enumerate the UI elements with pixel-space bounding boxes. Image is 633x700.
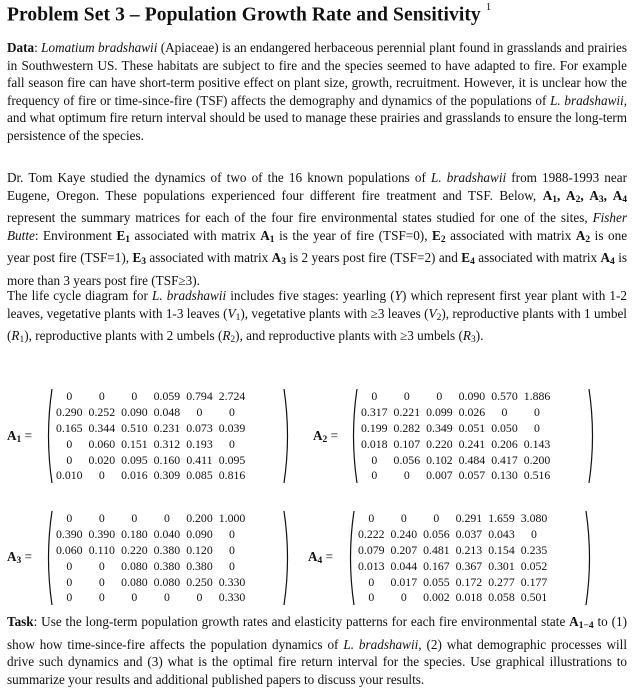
matrix-row xyxy=(355,543,550,559)
matrix-row xyxy=(358,468,553,484)
matrix-cell: 0.020 xyxy=(88,452,116,467)
matrix-cell: 0 xyxy=(403,468,410,483)
matrix-cell: 0 xyxy=(163,590,170,605)
matrix-cell: 0 xyxy=(66,558,73,573)
matrix-a1 xyxy=(44,386,292,486)
matrix-row xyxy=(358,421,553,437)
matrix-cell: 0 xyxy=(196,590,203,605)
matrix-cell: 0.411 xyxy=(186,452,213,467)
matrix-cell: 0.231 xyxy=(153,420,181,435)
matrix-a4-label: $A_4$ = xyxy=(308,549,334,566)
matrix-cell: 0 xyxy=(66,590,73,605)
matrix-cell: 0.143 xyxy=(523,436,551,451)
matrix-cell: 3.080 xyxy=(520,511,548,526)
matrix-a1-label: $A_1$ = xyxy=(7,428,33,445)
matrix-cell: 0.380 xyxy=(186,558,213,573)
matrix-cell: 0.107 xyxy=(393,436,421,451)
matrix-cell: 0.002 xyxy=(423,590,450,605)
matrix-row xyxy=(358,436,553,452)
matrix-cell: 0.044 xyxy=(390,558,418,573)
matrix-cell: 0.516 xyxy=(523,468,551,483)
matrix-cell: 0.040 xyxy=(153,527,181,542)
matrix-row xyxy=(53,558,248,574)
matrix-row xyxy=(358,405,553,421)
matrix-cell: 0.013 xyxy=(358,558,385,573)
matrix-cell: 0.073 xyxy=(186,420,213,435)
matrix-row xyxy=(53,527,248,543)
life-cycle-paragraph: The life cycle diagram for L. bradshawii includes five stages: yearling (Y) which represent first year plant with 1-2 leaves, vegetative plants with 1-3 leaves $(V_1)$, vegetative plants with ≥3 leaves $(V_2)$, reproductive plants with 1 umbel $(R_1)$, reproductive plants with 2 umbels $(R_2)$, and reproductive plants with ≥3 umbels $(R_3)$. xyxy=(7,288,627,345)
matrix-cell: 0.193 xyxy=(186,436,213,451)
matrix-cell: 2.724 xyxy=(218,389,246,404)
matrix-cell: 0.016 xyxy=(121,468,148,483)
matrix-cell: 0 xyxy=(98,389,105,404)
matrix-cell: 0.010 xyxy=(56,468,83,483)
matrix-a2 xyxy=(349,386,597,486)
matrix-cell: 0.017 xyxy=(390,574,418,589)
matrix-cell: 0.095 xyxy=(218,452,246,467)
matrix-cell: 0.095 xyxy=(121,452,148,467)
matrix-cell: 0.151 xyxy=(121,436,148,451)
matrix-a3-table xyxy=(53,511,248,606)
matrix-cell: 0.207 xyxy=(390,542,418,557)
matrix-cell: 0.417 xyxy=(491,452,518,467)
matrix-a4 xyxy=(346,508,594,608)
matrix-cell: 0.018 xyxy=(455,590,483,605)
matrix-cell: 0.510 xyxy=(121,420,148,435)
task-paragraph: Task: Use the long-term population growth rates and elasticity patterns for each fire environmental state $A_{1-4}$ to (1) show how time-since-fire affects the population dynamics of L. bradshawii, (2) what demographic processes will drive such dynamics and (3) what is the optimal fire return interval for the species. Use graphical illustrations to summarize your results and additional published papers to discuss your results. xyxy=(7,614,628,687)
matrix-cell: 0.390 xyxy=(88,527,116,542)
matrix-cell: 0 xyxy=(66,574,73,589)
matrix-cell: 0.241 xyxy=(458,436,486,451)
title-footnote-marker: 1 xyxy=(485,1,492,13)
matrix-cell: 0 xyxy=(400,590,407,605)
matrix-cell: 0.058 xyxy=(488,590,515,605)
matrix-cell: 0.165 xyxy=(56,420,83,435)
matrix-cell: 0.007 xyxy=(426,468,453,483)
matrix-cell: 0 xyxy=(531,527,537,542)
matrix-cell: 0.180 xyxy=(121,527,148,542)
matrix-cell: 0.090 xyxy=(121,405,148,420)
matrix-cell: 0.079 xyxy=(358,542,385,557)
matrix-cell: 0 xyxy=(66,511,73,526)
matrix-row xyxy=(53,590,248,606)
matrix-cell: 0.250 xyxy=(186,574,213,589)
matrix-cell: 0 xyxy=(229,405,235,420)
matrix-cell: 0.154 xyxy=(488,542,515,557)
matrix-cell: 0 xyxy=(368,511,375,526)
matrix-cell: 0.056 xyxy=(423,527,450,542)
matrix-a2-table xyxy=(358,389,553,484)
page-title: Problem Set 3 – Population Growth Rate and Sensitivity $^1$ xyxy=(7,1,492,26)
matrix-cell: 0 xyxy=(229,542,235,557)
matrix-cell: 0.110 xyxy=(88,542,115,557)
matrix-cell: 0.052 xyxy=(520,558,548,573)
matrix-row xyxy=(355,558,550,574)
matrix-cell: 0 xyxy=(501,405,508,420)
matrix-cell: 0.390 xyxy=(56,527,83,542)
matrix-cell: 1.659 xyxy=(488,511,515,526)
matrix-row xyxy=(53,405,248,421)
matrix-cell: 0.167 xyxy=(423,558,450,573)
matrix-cell: 0.484 xyxy=(458,452,486,467)
matrix-a3 xyxy=(44,508,292,608)
matrix-cell: 0 xyxy=(131,389,138,404)
matrix-cell: 0.367 xyxy=(455,558,483,573)
matrix-cell: 0.057 xyxy=(458,468,486,483)
matrix-cell: 0 xyxy=(534,405,540,420)
matrix-cell: 0.570 xyxy=(491,389,518,404)
matrix-cell: 0.330 xyxy=(218,590,246,605)
matrix-cell: 0.309 xyxy=(153,468,181,483)
matrix-cell: 0 xyxy=(196,405,203,420)
matrix-row xyxy=(53,574,248,590)
matrix-cell: 0.160 xyxy=(153,452,181,467)
matrix-cell: 0 xyxy=(98,511,105,526)
matrix-cell: 0.794 xyxy=(186,389,213,404)
matrix-cell: 0.349 xyxy=(426,420,453,435)
matrix-cell: 0.380 xyxy=(153,558,181,573)
matrix-cell: 0.055 xyxy=(423,574,450,589)
matrix-cell: 0 xyxy=(534,420,540,435)
matrix-cell: 0 xyxy=(98,468,105,483)
matrix-row xyxy=(355,590,550,606)
matrix-cell: 0.037 xyxy=(455,527,483,542)
matrix-cell: 0 xyxy=(371,468,378,483)
matrix-cell: 0.220 xyxy=(426,436,453,451)
matrix-cell: 0.220 xyxy=(121,542,148,557)
matrix-cell: 0.060 xyxy=(88,436,116,451)
matrix-cell: 0.206 xyxy=(491,436,518,451)
matrix-cell: 0 xyxy=(163,511,170,526)
matrix-cell: 0.102 xyxy=(426,452,453,467)
matrix-cell: 0 xyxy=(371,452,378,467)
matrix-cell: 0.221 xyxy=(393,405,421,420)
matrix-cell: 0.380 xyxy=(153,542,181,557)
matrix-cell: 0.344 xyxy=(88,420,116,435)
matrix-cell: 0.252 xyxy=(88,405,116,420)
matrix-row xyxy=(358,452,553,468)
matrix-cell: 0.199 xyxy=(361,420,388,435)
matrix-cell: 0.501 xyxy=(520,590,548,605)
matrix-cell: 0 xyxy=(229,558,235,573)
matrix-a3-label: $A_3$ = xyxy=(7,549,33,566)
matrix-row xyxy=(53,436,248,452)
matrix-cell: 0.317 xyxy=(361,405,388,420)
matrix-cell: 0.301 xyxy=(488,558,515,573)
matrix-cell: 0 xyxy=(368,590,375,605)
matrix-cell: 0 xyxy=(403,389,410,404)
matrix-cell: 0 xyxy=(433,511,440,526)
matrix-cell: 0.060 xyxy=(56,542,83,557)
matrix-cell: 0.120 xyxy=(186,542,213,557)
matrix-cell: 0.177 xyxy=(520,574,548,589)
matrix-row xyxy=(355,574,550,590)
matrix-cell: 0.172 xyxy=(455,574,483,589)
matrix-cell: 0 xyxy=(98,590,105,605)
matrix-cell: 0.056 xyxy=(393,452,421,467)
matrix-cell: 0.039 xyxy=(218,420,246,435)
matrix-cell: 0.312 xyxy=(153,436,181,451)
matrix-cell: 0 xyxy=(131,511,138,526)
matrix-row xyxy=(355,527,550,543)
matrix-cell: 0.090 xyxy=(458,389,486,404)
matrix-a4-table xyxy=(355,511,550,606)
matrix-cell: 0.481 xyxy=(423,542,450,557)
matrix-cell: 0.051 xyxy=(458,420,486,435)
matrix-cell: 0.048 xyxy=(153,405,181,420)
matrix-cell: 0 xyxy=(98,558,105,573)
matrix-cell: 0.085 xyxy=(186,468,213,483)
matrix-row xyxy=(53,468,248,484)
matrix-cell: 0.213 xyxy=(455,542,483,557)
matrix-cell: 0.240 xyxy=(390,527,418,542)
matrix-cell: 0.130 xyxy=(491,468,518,483)
matrix-cell: 0 xyxy=(229,527,235,542)
matrix-cell: 1.886 xyxy=(523,389,551,404)
matrix-cell: 0.235 xyxy=(520,542,548,557)
matrix-cell: 0 xyxy=(229,436,235,451)
matrix-cell: 0.099 xyxy=(426,405,453,420)
matrix-a2-label: $A_2$ = xyxy=(313,428,339,445)
matrix-row xyxy=(53,543,248,559)
matrix-cell: 0 xyxy=(66,452,73,467)
matrix-cell: 0.080 xyxy=(121,558,148,573)
matrix-cell: 0.291 xyxy=(455,511,483,526)
matrix-cell: 0 xyxy=(66,389,73,404)
kaye-paragraph: Dr. Tom Kaye studied the dynamics of two of the 16 known populations of L. bradshawii from 1988-1993 near Eugene, Oregon. These populations experienced four different fire treatment and TSF. Below, $A_1$, $A_2$, $A_3$, $A_4$ represent the summary matrices for each of the four fire environmental states studied for one of the sites, Fisher Butte: Environment $E_1$ associated with matrix $A_1$ is the year of fire (TSF=0), $E_2$ associated with matrix $A_2$ is one year post fire (TSF=1), $E_3$ associated with matrix $A_3$ is 2 years post fire (TSF=2) and $E_4$ associated with matrix $A_4$ is more than 3 years post fire (TSF≥3). xyxy=(7,170,628,288)
matrix-cell: 0 xyxy=(66,436,73,451)
matrix-row xyxy=(358,389,553,405)
matrix-cell: 0 xyxy=(400,511,407,526)
matrix-cell: 0 xyxy=(371,389,378,404)
matrix-cell: 0 xyxy=(368,574,375,589)
matrix-cell: 0.026 xyxy=(458,405,486,420)
matrix-cell: 0.816 xyxy=(218,468,246,483)
matrix-cell: 0.282 xyxy=(393,420,421,435)
matrix-cell: 0.277 xyxy=(488,574,515,589)
matrix-cell: 0 xyxy=(131,590,138,605)
matrix-cell: 0.200 xyxy=(186,511,213,526)
matrix-cell: 1.000 xyxy=(218,511,246,526)
matrix-cell: 0.090 xyxy=(186,527,213,542)
matrix-cell: 0.330 xyxy=(218,574,246,589)
matrix-cell: 0.222 xyxy=(358,527,385,542)
matrix-cell: 0 xyxy=(436,389,443,404)
matrix-cell: 0 xyxy=(98,574,105,589)
matrix-cell: 0.018 xyxy=(361,436,388,451)
matrix-cell: 0.050 xyxy=(491,420,518,435)
matrix-cell: 0.080 xyxy=(121,574,148,589)
matrix-a1-table xyxy=(53,389,248,484)
data-paragraph: Data: Lomatium bradshawii (Apiaceae) is an endangered herbaceous perennial plant found in grasslands and prairies in Southwestern US. These habitats are subject to fire and the species seemed to have adapted to fire. For example fall season fire can have short-term positive effect on plant size, growth, recruitment. However, it is unclear how the frequency of fire or time-since-fire (TSF) affects the demography and dynamics of the populations of L. bradshawii, and what optimum fire return interval should be used to manage these prairies and grasslands to ensure the long-term persistence of the species. xyxy=(7,40,628,143)
matrix-cell: 0.059 xyxy=(153,389,181,404)
matrix-row xyxy=(53,389,248,405)
matrix-row xyxy=(53,421,248,437)
matrix-cell: 0.200 xyxy=(523,452,551,467)
matrix-cell: 0.043 xyxy=(488,527,515,542)
matrix-cell: 0.080 xyxy=(153,574,181,589)
matrix-row xyxy=(53,511,248,527)
matrix-row xyxy=(355,511,550,527)
matrix-cell: 0.290 xyxy=(56,405,83,420)
matrix-row xyxy=(53,452,248,468)
